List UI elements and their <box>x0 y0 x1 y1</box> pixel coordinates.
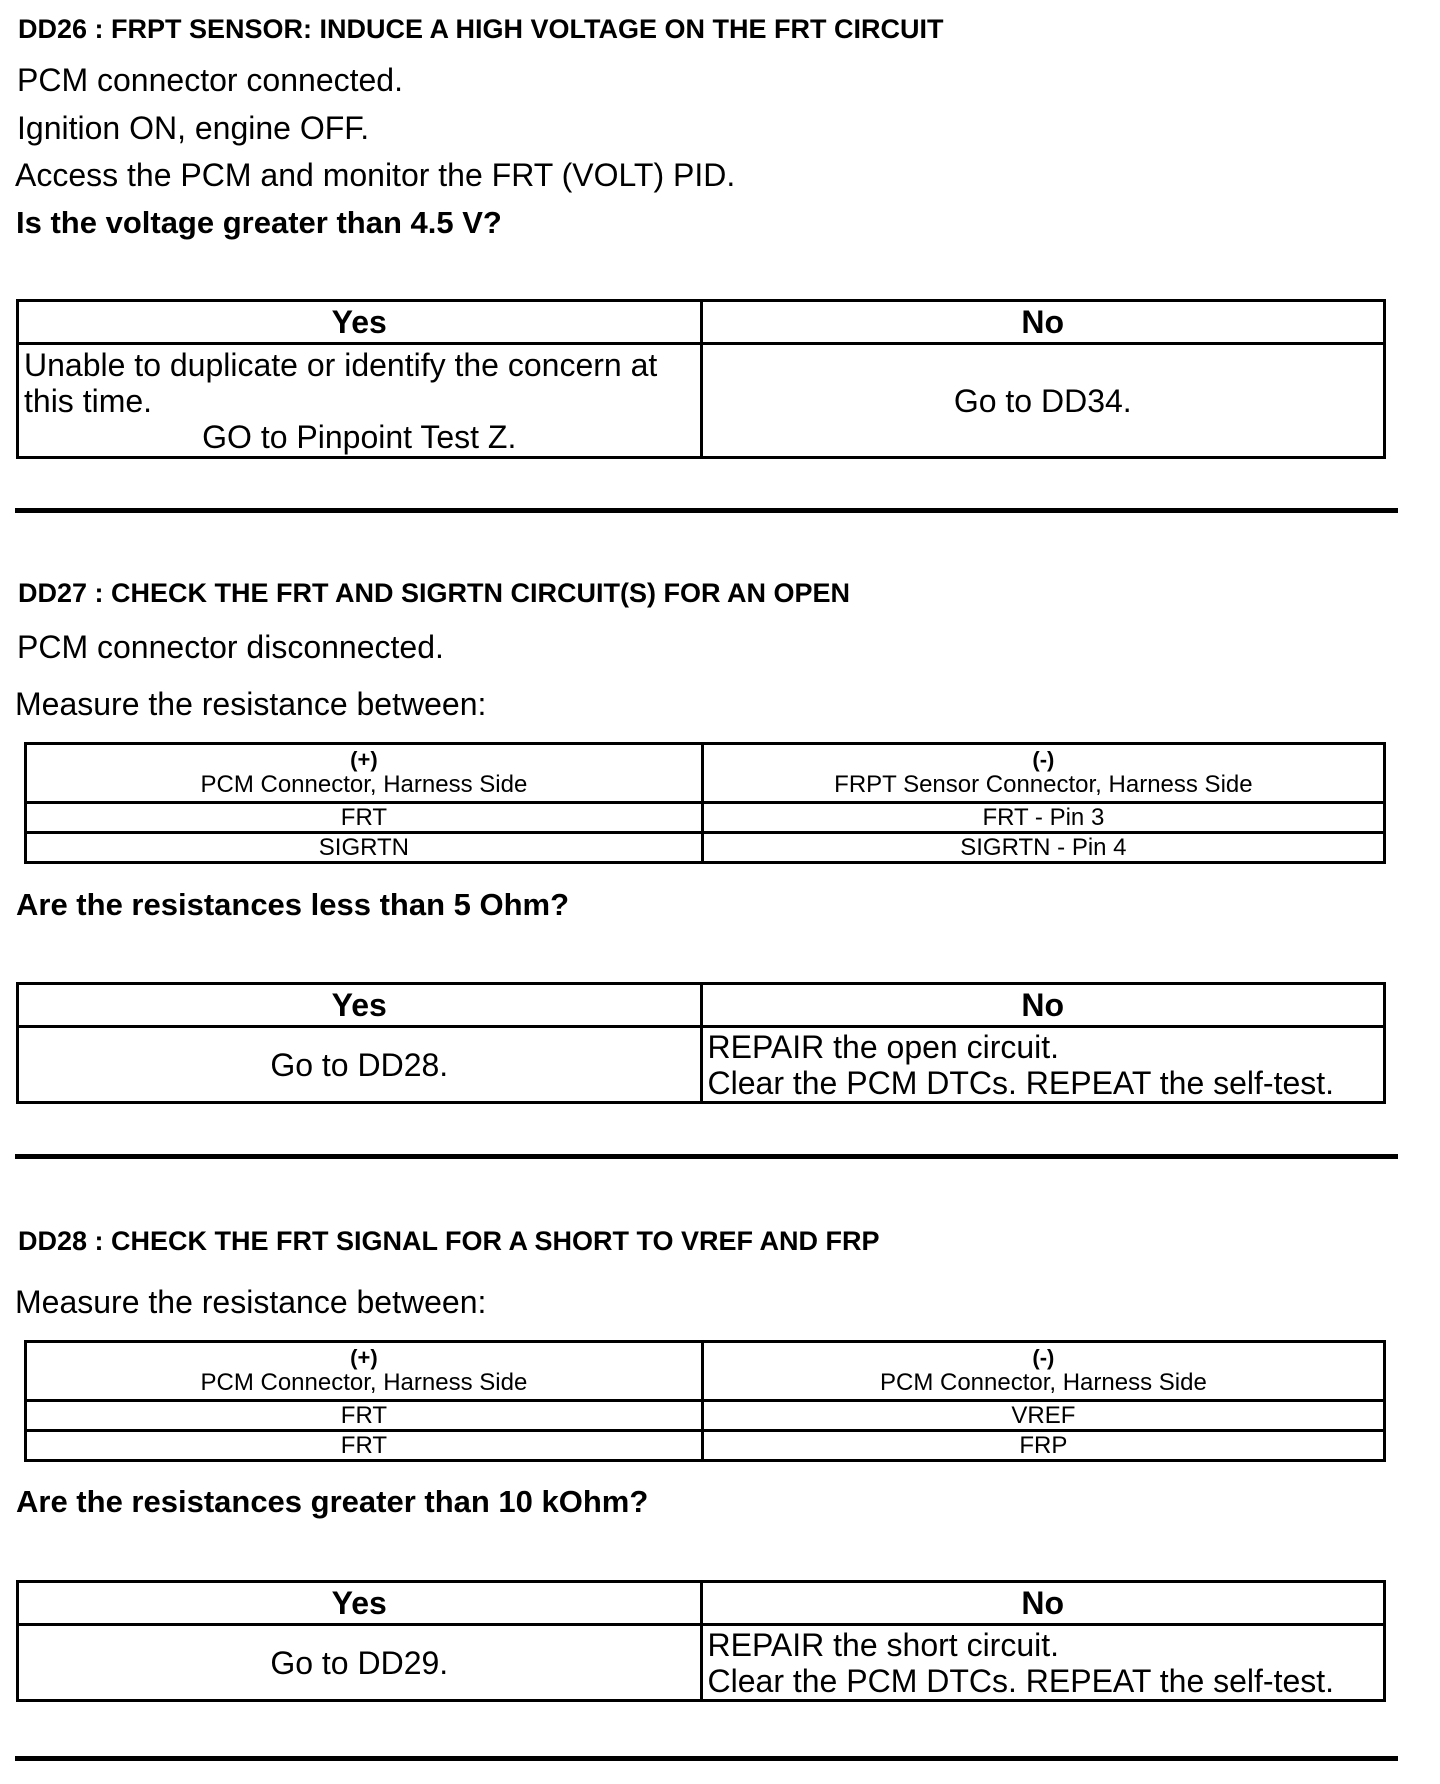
dd26-yes-cell <box>18 344 702 458</box>
dd26-line-3: Access the PCM and monitor the FRT (VOLT) PID. <box>15 157 736 193</box>
dd28-measure-row-2-minus: FRP <box>702 1431 1384 1461</box>
plus-symbol: (+) <box>350 1345 378 1370</box>
dd27-measure-table <box>24 742 1386 864</box>
dd27-measure-col2-header <box>702 744 1384 803</box>
dd27-col2-label: FRPT Sensor Connector, Harness Side <box>834 771 1253 798</box>
dd26-yes-header: Yes <box>18 301 702 344</box>
dd27-measure-col1-header <box>26 744 703 803</box>
dd27-measure-row-1-plus: FRT <box>26 803 703 833</box>
dd26-no-cell: Go to DD34. <box>701 344 1385 458</box>
dd26-yes-line-1: Unable to duplicate or identify the concern at <box>24 346 658 383</box>
section-divider-1 <box>15 508 1398 513</box>
minus-symbol: (-) <box>1032 747 1055 772</box>
dd28-no-line-2: Clear the PCM DTCs. REPEAT the self-test. <box>707 1662 1335 1699</box>
dd28-measure-table <box>24 1340 1386 1462</box>
dd27-heading: DD27 : CHECK THE FRT AND SIGRTN CIRCUIT(S) FOR AN OPEN <box>18 578 851 608</box>
minus-symbol: (-) <box>1032 1345 1055 1370</box>
dd27-decision-table <box>16 982 1386 1104</box>
plus-symbol: (+) <box>350 747 378 772</box>
dd27-line-1: PCM connector disconnected. <box>17 629 444 665</box>
dd27-yes-cell: Go to DD28. <box>18 1027 702 1103</box>
dd28-measure-row-1-minus: VREF <box>702 1401 1384 1431</box>
dd27-measure-row-1-minus: FRT - Pin 3 <box>702 803 1384 833</box>
dd28-line-1: Measure the resistance between: <box>15 1284 487 1320</box>
dd27-no-cell <box>701 1027 1385 1103</box>
dd26-heading: DD26 : FRPT SENSOR: INDUCE A HIGH VOLTAGE ON THE FRT CIRCUIT <box>18 14 944 44</box>
dd27-measure-row-2-minus: SIGRTN - Pin 4 <box>702 833 1384 863</box>
dd28-col2-label: PCM Connector, Harness Side <box>879 1369 1207 1396</box>
section-divider-3 <box>15 1756 1398 1761</box>
dd28-decision-table <box>16 1580 1386 1702</box>
dd26-yes-line-3: GO to Pinpoint Test Z. <box>202 418 517 455</box>
dd26-yes-line-2: this time. <box>24 382 153 419</box>
dd27-no-line-1: REPAIR the open circuit. <box>707 1028 1060 1065</box>
section-divider-2 <box>15 1154 1398 1159</box>
dd28-no-line-1: REPAIR the short circuit. <box>707 1626 1060 1663</box>
dd28-measure-row-2-plus: FRT <box>26 1431 703 1461</box>
dd28-col1-label: PCM Connector, Harness Side <box>200 1369 528 1396</box>
dd26-line-2: Ignition ON, engine OFF. <box>17 110 370 146</box>
dd26-question: Is the voltage greater than 4.5 V? <box>16 205 502 240</box>
dd27-no-line-2: Clear the PCM DTCs. REPEAT the self-test. <box>707 1064 1335 1101</box>
dd27-no-header: No <box>701 984 1385 1027</box>
dd27-col1-label: PCM Connector, Harness Side <box>200 771 528 798</box>
dd27-yes-header: Yes <box>18 984 702 1027</box>
dd27-question: Are the resistances less than 5 Ohm? <box>16 887 570 922</box>
dd27-measure-row-2-plus: SIGRTN <box>26 833 703 863</box>
dd28-question: Are the resistances greater than 10 kOhm? <box>16 1484 649 1519</box>
dd26-no-header: No <box>701 301 1385 344</box>
dd28-heading: DD28 : CHECK THE FRT SIGNAL FOR A SHORT TO VREF AND FRP <box>18 1226 880 1256</box>
dd28-measure-row-1-plus: FRT <box>26 1401 703 1431</box>
dd28-measure-col2-header <box>702 1342 1384 1401</box>
dd28-yes-header: Yes <box>18 1582 702 1625</box>
dd28-yes-cell: Go to DD29. <box>18 1625 702 1701</box>
dd26-decision-table <box>16 299 1386 459</box>
dd28-measure-col1-header <box>26 1342 703 1401</box>
dd28-no-cell <box>701 1625 1385 1701</box>
dd27-line-2: Measure the resistance between: <box>15 686 487 722</box>
dd26-line-1: PCM connector connected. <box>17 62 403 98</box>
dd28-no-header: No <box>701 1582 1385 1625</box>
